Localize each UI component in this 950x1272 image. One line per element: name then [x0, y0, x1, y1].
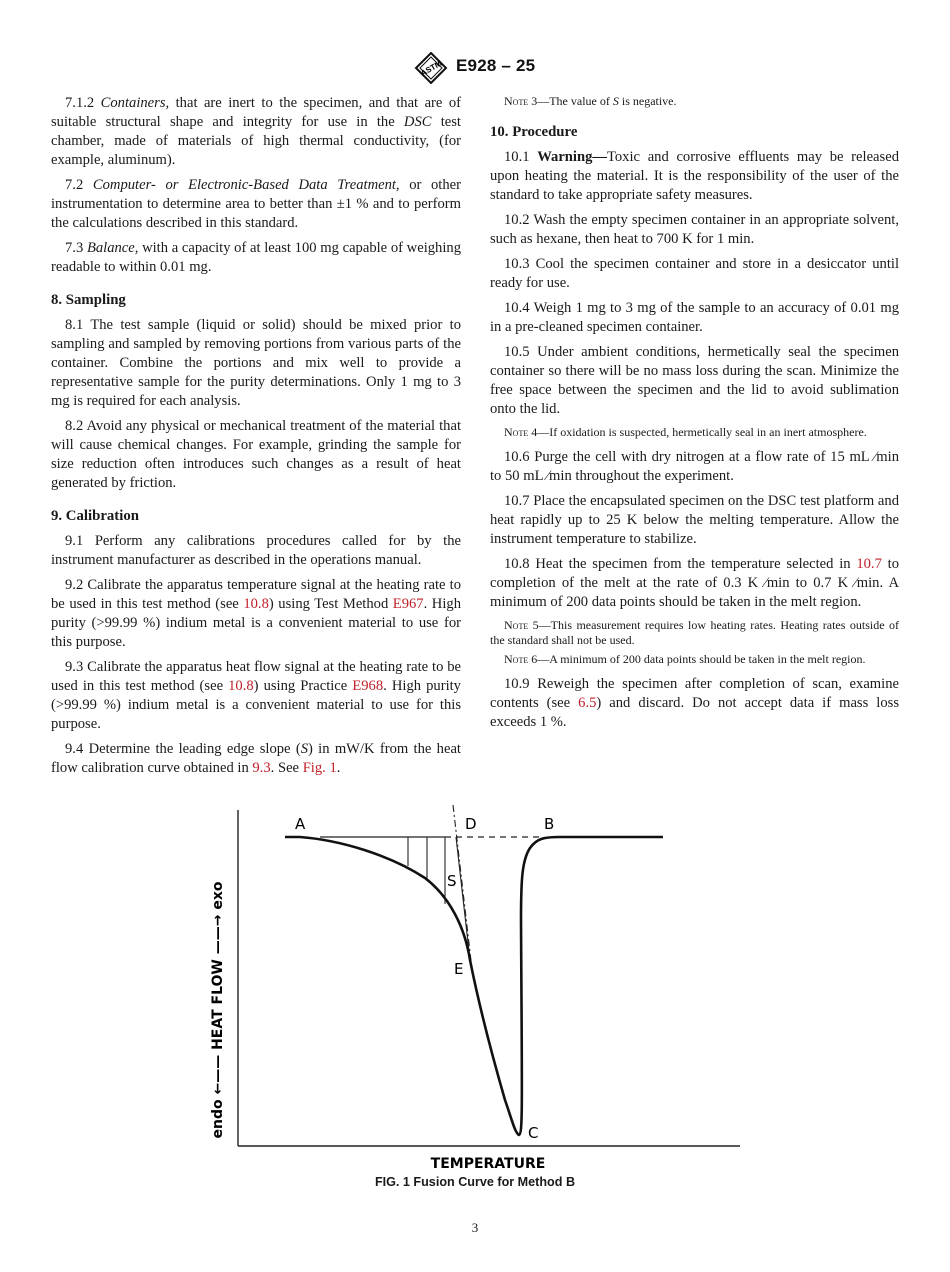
point-label-b: B	[544, 815, 555, 833]
astm-logo-icon	[413, 52, 449, 84]
y-axis-label: endo ←—— HEAT FLOW ——→ exo	[210, 881, 226, 1139]
link-9-3[interactable]: 9.3	[252, 760, 271, 776]
heading-sampling: 8. Sampling	[51, 292, 126, 308]
link-10-8[interactable]: 10.8	[243, 596, 269, 612]
section-10-3: 10.3 Cool the specimen container and store in a desiccator until ready for use.	[490, 256, 899, 291]
section-9-4: 9.4 Determine the leading edge slope (S) in mW/K from the heat flow calibration curve obtained in 9.3. See Fig. 1.	[51, 741, 461, 776]
section-7-3: 7.3 Balance, with a capacity of at least 100 mg capable of weighing readable to within 0.01 mg.	[51, 240, 461, 275]
note-6: Note 6—A minimum of 200 data points should be taken in the melt region.	[504, 652, 866, 666]
slope-line-s	[456, 837, 470, 960]
section-10-6: 10.6 Purge the cell with dry nitrogen at a flow rate of 15 mL ⁄min to 50 mL ⁄min throughout the experiment.	[490, 449, 899, 484]
logo-text: ASTM	[419, 58, 444, 78]
section-10-4: 10.4 Weigh 1 mg to 3 mg of the sample to an accuracy of 0.01 mg in a pre-cleaned specimen container.	[490, 300, 899, 335]
section-9-3: 9.3 Calibrate the apparatus heat flow signal at the heating rate to be used in this test method (see 10.8) using Practice E968. High purity (>99.99 %) indium metal is a convenient material to use for this purpose.	[51, 659, 461, 732]
note-5: Note 5—This measurement requires low heating rates. Heating rates outside of the standard shall not be used.	[490, 618, 899, 647]
link-10-7[interactable]: 10.7	[856, 556, 882, 572]
link-e968[interactable]: E968	[352, 678, 384, 694]
section-10-7: 10.7 Place the encapsulated specimen on the DSC test platform and heat rapidly up to 25 K below the melting temperature. Allow the instrument temperature to stabilize.	[490, 493, 899, 547]
section-10-5: 10.5 Under ambient conditions, hermetically seal the specimen container so there will be no mass loss during the scan. Minimize the free space between the specimen and the lid to avoid sublimation onto the lid.	[490, 344, 900, 417]
section-10-8: 10.8 Heat the specimen from the temperature selected in 10.7 to completion of the melt at the rate of 0.3 K ⁄min to 0.7 K ⁄min. A minimum of 200 data points should be taken in the melt region.	[490, 556, 900, 610]
section-9-1: 9.1 Perform any calibrations procedures called for by the instrument manufacturer as described in the operations manual.	[51, 533, 461, 568]
link-6-5[interactable]: 6.5	[578, 695, 597, 711]
figure-1	[0, 800, 950, 1200]
section-7-2: 7.2 Computer- or Electronic-Based Data Treatment, or other instrumentation to determine area to better than ±1 % and to perform the calculations described in this standard.	[51, 177, 461, 231]
point-label-c: C	[528, 1124, 539, 1142]
fusion-curve	[285, 837, 663, 1135]
point-label-a: A	[295, 815, 306, 833]
page-header	[0, 52, 950, 84]
section-10-1: 10.1 Warning—Toxic and corrosive effluents may be released upon heating the material. It is the responsibility of the user of the standard to take appropriate safety measures.	[490, 149, 899, 203]
heading-procedure: 10. Procedure	[490, 124, 578, 140]
heading-calibration: 9. Calibration	[51, 508, 139, 524]
link-10-8[interactable]: 10.8	[228, 678, 254, 694]
x-axis-label: TEMPERATURE	[430, 1156, 546, 1170]
fusion-curve-diagram	[0, 800, 950, 1170]
note-3: Note 3—The value of S is negative.	[504, 94, 677, 108]
link-e967[interactable]: E967	[392, 596, 424, 612]
section-7-1-2: 7.1.2 Containers, that are inert to the specimen, and that are of suitable structural shape and integrity for use in the DSC test chamber, made of materials of high thermal conductivity, (for example, aluminum).	[51, 95, 461, 168]
section-8-1: 8.1 The test sample (liquid or solid) should be mixed prior to sampling and sampled by removing portions from various parts of the container. Combine the portions and mix well to provide a representative sample for the purity determinations. Only 1 mg to 3 mg is required for each analysis.	[51, 317, 461, 409]
note-4: Note 4—If oxidation is suspected, hermetically seal in an inert atmosphere.	[504, 425, 867, 439]
point-label-e: E	[454, 960, 464, 978]
page-number: 3	[471, 1220, 479, 1235]
document-id: E928 – 25	[456, 56, 536, 75]
point-label-d: D	[465, 815, 477, 833]
section-9-2: 9.2 Calibrate the apparatus temperature signal at the heating rate to be used in this test method (see 10.8) using Test Method E967. High purity (>99.99 %) indium metal is a convenient material to use for this purpose.	[51, 577, 461, 650]
section-8-2: 8.2 Avoid any physical or mechanical treatment of the material that will cause chemical changes. For example, grinding the sample for size reduction often introduces such changes as a result of heat generated by friction.	[51, 418, 461, 491]
right-column	[490, 94, 899, 738]
left-column	[51, 94, 461, 784]
section-10-2: 10.2 Wash the empty specimen container in an appropriate solvent, such as hexane, then heat to 700 K for 1 min.	[490, 212, 899, 247]
figure-caption: FIG. 1 Fusion Curve for Method B	[374, 1175, 576, 1189]
point-label-s: S	[447, 872, 457, 890]
link-fig-1[interactable]: Fig. 1	[302, 760, 337, 776]
section-10-9: 10.9 Reweigh the specimen after completion of scan, examine contents (see 6.5) and discard. Do not accept data if mass loss exceeds 1 %.	[490, 676, 899, 730]
